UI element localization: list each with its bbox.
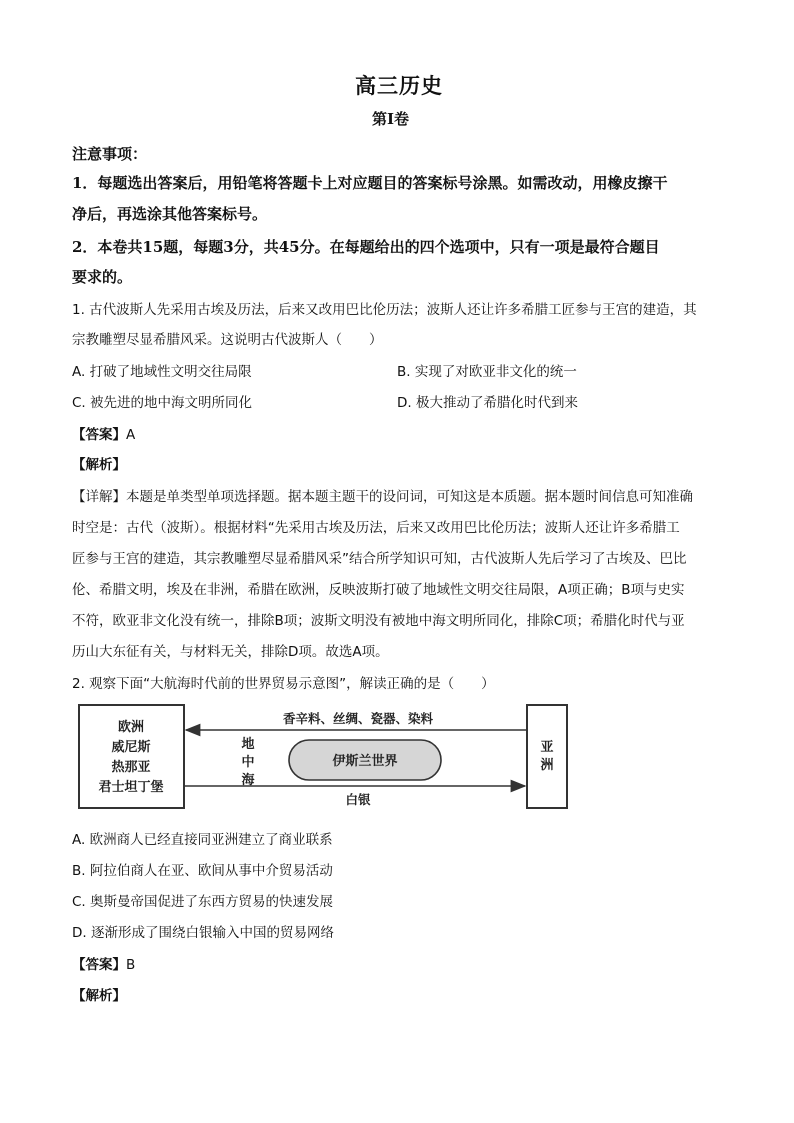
q2-stem: 2. 观察下面“大航海时代前的世界贸易示意图”，解读正确的是（ ） [72,676,495,692]
asia-label-1: 亚 [540,740,554,755]
q2-option-a: A. 欧洲商人已经直接同亚洲建立了商业联系 [72,832,333,848]
q1-answer-tag: 【答案】 [72,427,126,443]
q1-analysis-tag: 【解析】 [72,457,126,473]
q1-option-d: D. 极大推动了希腊化时代到来 [397,395,578,411]
sea-label-3: 海 [241,773,255,788]
q2-answer [72,953,135,973]
constantinople-label: 君士坦丁堡 [98,780,164,795]
page-title: 高三历史 [355,73,443,98]
q1-detail-line5: 不符，欧亚非文化没有统一，排除B项；波斯文明没有被地中海文明所同化，排除C项；希腊化时代与亚 [72,613,685,629]
sea-label-2: 中 [241,755,255,770]
trade-route-diagram [78,703,568,811]
q2-option-d: D. 逐渐形成了围绕白银输入中国的贸易网络 [72,925,334,941]
q2-answer-value: B [126,957,136,973]
notes-item1-line2: 净后，再选涂其他答案标号。 [72,205,268,223]
notes-item1-line1: 1．每题选出答案后，用铅笔将答题卡上对应题目的答案标号涂黑。如需改动，用橡皮擦干 [72,174,668,192]
genoa-label: 热那亚 [111,760,151,775]
q1-stem-line2: 宗教雕塑尽显希腊风采。这说明古代波斯人（ ） [72,332,383,348]
notes-item2-line1: 2．本卷共15题，每题3分，共45分。在每题给出的四个选项中，只有一项是最符合题目 [72,238,660,256]
goods-label: 香辛料、丝绸、瓷器、染料 [282,711,434,726]
q2-answer-tag: 【答案】 [72,957,126,973]
venice-label: 威尼斯 [111,740,151,755]
asia-box [527,705,567,808]
notes-item2-line2: 要求的。 [72,268,133,286]
sea-label-1: 地 [241,737,255,752]
silver-label: 白银 [345,792,371,807]
q1-option-c: C. 被先进的地中海文明所同化 [72,395,253,411]
q1-detail-line1: 【详解】本题是单类型单项选择题。据本题主题干的设问词，可知这是本质题。据本题时间信息可知准确 [72,489,693,505]
asia-label-2: 洲 [540,758,554,773]
q1-detail-line2: 时空是：古代（波斯）。根据材料“先采用古埃及历法，后来又改用巴比伦历法；波斯人还让许多希腊工 [72,520,680,536]
q1-answer-value: A [126,427,136,443]
q1-detail-line4: 伦、希腊文明，埃及在非洲，希腊在欧洲，反映波斯打破了地域性文明交往局限，A项正确；B项与史实 [72,582,685,598]
volume-label: 第Ⅰ卷 [372,110,410,128]
q1-detail-line6: 历山大东征有关，与材料无关，排除D项。故选A项。 [72,644,389,660]
europe-label: 欧洲 [117,720,145,735]
q1-option-a: A. 打破了地域性文明交往局限 [72,364,252,380]
q1-option-b: B. 实现了对欧亚非文化的统一 [397,364,577,380]
islamic-world-label: 伊斯兰世界 [332,754,398,769]
notes-heading: 注意事项： [72,145,148,163]
q1-answer [72,423,135,443]
q2-option-c: C. 奥斯曼帝国促进了东西方贸易的快速发展 [72,894,334,910]
q1-stem-line1: 1. 古代波斯人先采用古埃及历法，后来又改用巴比伦历法；波斯人还让许多希腊工匠参与王宫的建造，其 [72,302,697,318]
q2-option-b: B. 阿拉伯商人在亚、欧间从事中介贸易活动 [72,863,333,879]
q1-detail-line3: 匠参与王宫的建造，其宗教雕塑尽显希腊风采”结合所学知识可知，古代波斯人先后学习了古埃及、巴比 [72,551,687,567]
q2-analysis-tag: 【解析】 [72,988,126,1004]
